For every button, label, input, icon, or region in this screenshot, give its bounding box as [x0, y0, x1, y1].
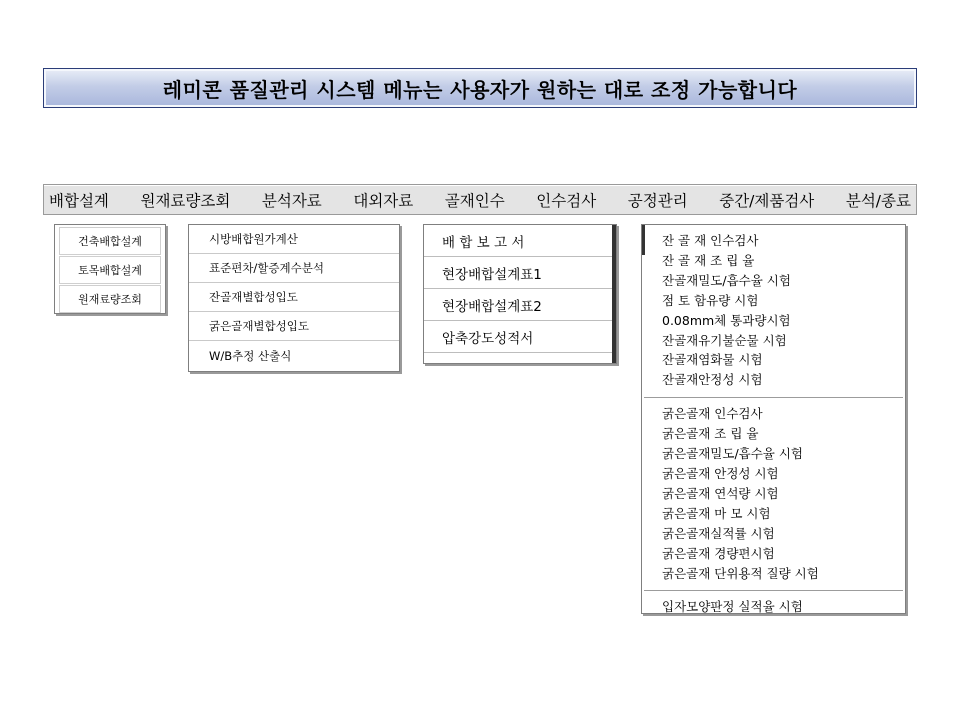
menu-option[interactable]: 잔골재유기불순물 시험: [662, 332, 787, 348]
menu-option[interactable]: 굵은골재 경량편시험: [662, 545, 775, 561]
menu-material-query[interactable]: 원재료량조회: [140, 191, 231, 210]
menu-option[interactable]: 시방배합원가계산: [189, 225, 399, 254]
menu-option[interactable]: 굵은골재별합성입도: [189, 312, 399, 341]
scrollbar-edge: [612, 225, 616, 363]
menu-option[interactable]: 잔골재별합성입도: [189, 283, 399, 312]
menu-option[interactable]: 0.08mm체 통과량시험: [662, 312, 791, 328]
menu-option[interactable]: 굵은골재 조 립 율: [662, 426, 759, 442]
menu-separator: [644, 590, 903, 591]
menu-analysis-data[interactable]: 분석자료: [261, 191, 322, 210]
menu-separator: [644, 397, 903, 398]
menu-product-inspection[interactable]: 중간/제품검사: [719, 191, 815, 210]
menu-option[interactable]: W/B추정 산출식: [209, 348, 292, 363]
inspection-dropdown: [641, 224, 906, 614]
page-title: 레미콘 품질관리 시스템 메뉴는 사용자가 원하는 대로 조정 가능합니다: [43, 68, 917, 108]
menu-option[interactable]: 건축배합설계: [59, 227, 161, 255]
analysis-dropdown: [188, 224, 400, 372]
menu-option[interactable]: 표준편차/할증계수분석: [189, 254, 399, 283]
menu-option[interactable]: 압축강도성적서: [424, 321, 616, 353]
menu-option[interactable]: 잔골재밀도/흡수율 시험: [662, 272, 791, 288]
menu-option[interactable]: 굵은골재실적률 시험: [662, 525, 775, 541]
menu-aggregate-receipt[interactable]: 골재인수: [444, 191, 505, 210]
menu-option[interactable]: 입자모양판정 실적율 시험: [662, 599, 803, 615]
scrollbar-edge: [642, 225, 645, 255]
menu-option[interactable]: 현장배합설계표2: [424, 289, 616, 321]
menu-option[interactable]: 굵은골재 안정성 시험: [662, 465, 779, 481]
menu-option[interactable]: 현장배합설계표1: [424, 257, 616, 289]
menu-acceptance-inspection[interactable]: 인수검사: [536, 191, 597, 210]
menu-process-management[interactable]: 공정관리: [627, 191, 688, 210]
mix-design-dropdown: [54, 224, 166, 314]
menu-option[interactable]: 잔 골 재 조 립 율: [662, 252, 755, 268]
menu-option[interactable]: 잔 골 재 인수검사: [662, 233, 759, 248]
menu-option[interactable]: 잔골재염화물 시험: [662, 352, 763, 368]
menu-option[interactable]: 점 토 함유량 시험: [662, 292, 759, 308]
menu-option[interactable]: 굵은골재밀도/흡수율 시험: [662, 446, 804, 462]
menu-analysis-end[interactable]: 분석/종료: [845, 191, 911, 210]
menu-option[interactable]: 토목배합설계: [59, 256, 161, 284]
menu-mix-design[interactable]: 배합설계: [49, 191, 109, 210]
menu-option[interactable]: 배 합 보 고 서: [424, 225, 616, 257]
menu-option[interactable]: 원재료량조회: [59, 285, 161, 313]
menu-option[interactable]: 굵은골재 연석량 시험: [662, 485, 779, 501]
menu-option[interactable]: 굵은골재 단위용적 질량 시험: [662, 565, 819, 581]
menu-bar: [43, 184, 917, 215]
external-data-dropdown: [423, 224, 617, 364]
menu-external-data[interactable]: 대외자료: [353, 191, 414, 210]
menu-option[interactable]: 굵은골재 마 모 시험: [662, 505, 771, 521]
menu-option[interactable]: 잔골재안정성 시험: [662, 372, 763, 388]
menu-option[interactable]: 굵은골재 인수검사: [662, 406, 763, 422]
